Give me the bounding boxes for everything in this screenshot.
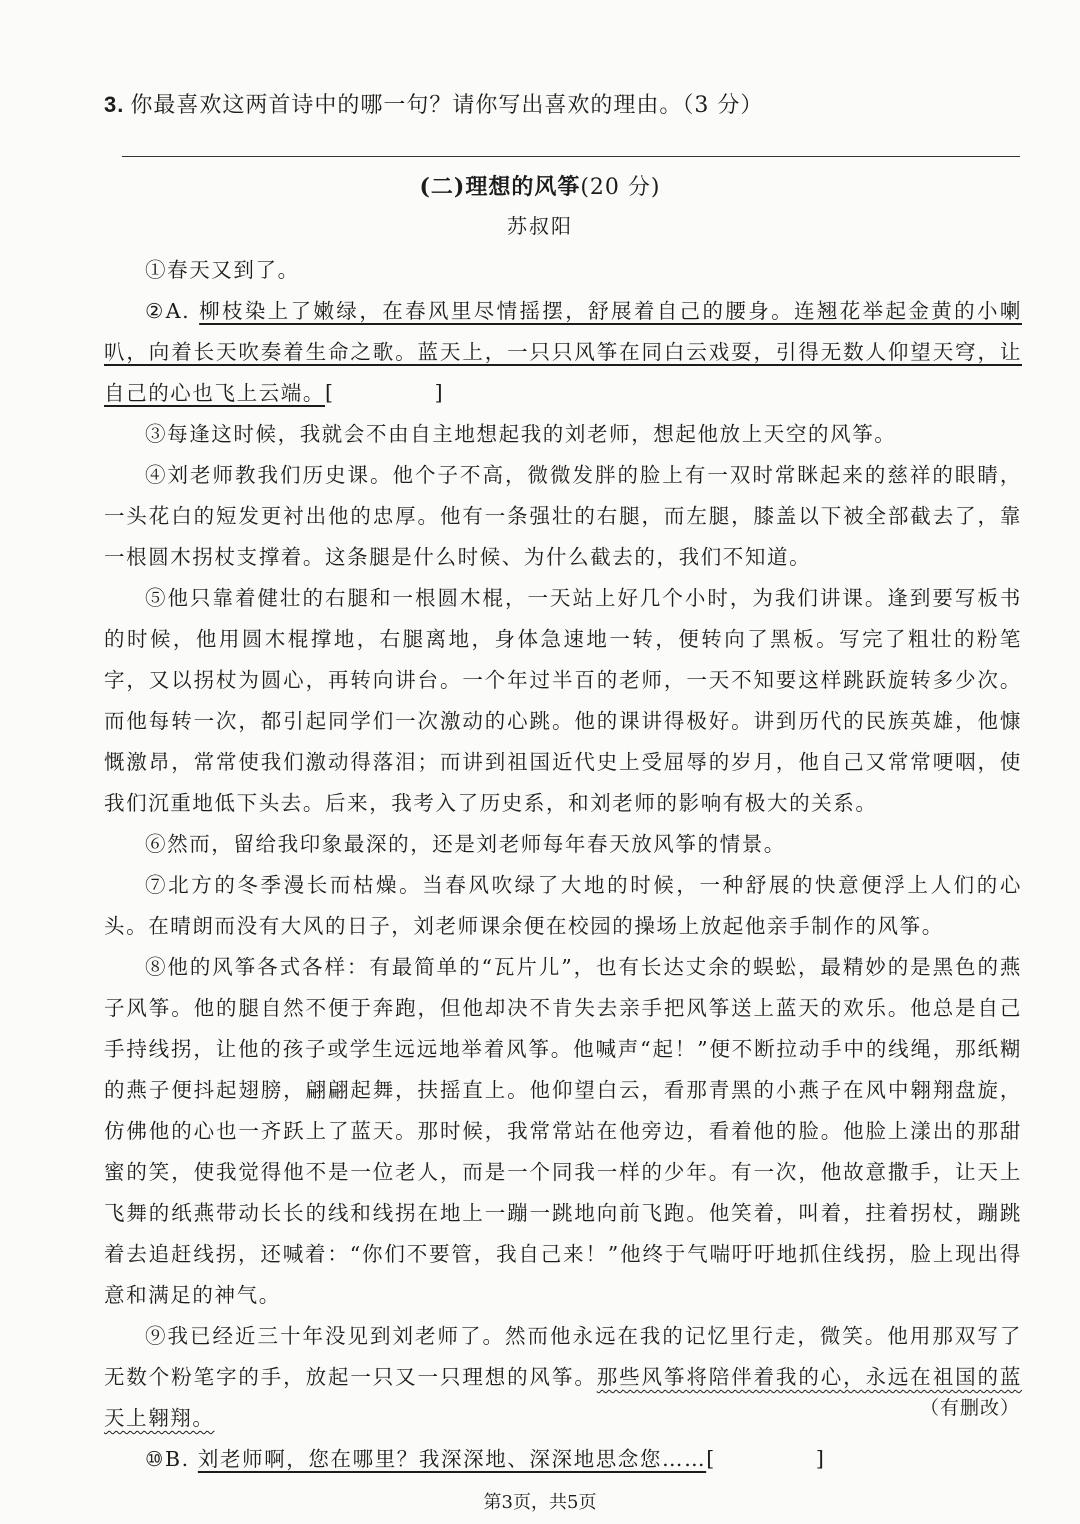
article-author: 苏叔阳 bbox=[507, 214, 573, 238]
section-title bbox=[0, 172, 1080, 203]
source-note: （有删改） bbox=[919, 1397, 1020, 1419]
annotation-label-a: ②A. bbox=[145, 299, 200, 323]
paragraph-4: ④刘老师教我们历史课。他个子不高，微微发胖的脸上有一双时常眯起来的慈祥的眼睛，一头花白的短发更衬出他的忠厚。他有一条强壮的右腿，而左腿，膝盖以下被全部截去了，靠一根圆木拐杖支撑着。这条腿是什么时候、为什么截去的，我们不知道。 bbox=[104, 463, 1022, 569]
annotation-label-b: ⑩B. bbox=[145, 1447, 198, 1471]
answer-bracket-close-b: ] bbox=[815, 1447, 826, 1471]
paragraph-10 bbox=[104, 1439, 1022, 1480]
paragraph-6: ⑥然而，留给我印象最深的，还是刘老师每年春天放风筝的情景。 bbox=[145, 832, 786, 856]
article-body bbox=[104, 250, 1022, 1480]
answer-bracket-open: [ bbox=[325, 381, 335, 405]
paragraph-7: ⑦北方的冬季漫长而枯燥。当春风吹绿了大地的时候，一种舒展的快意便浮上人们的心头。在晴朗而没有大风的日子，刘老师课余便在校园的操场上放起他亲手制作的风筝。 bbox=[104, 873, 1022, 938]
section-score: (20 分) bbox=[580, 175, 661, 200]
underlined-sentence-b: 刘老师啊，您在哪里？我深深地、深深地思念您…… bbox=[197, 1447, 707, 1471]
paragraph-9 bbox=[104, 1316, 1022, 1439]
underlined-sentence-a: 柳枝染上了嫩绿，在春风里尽情摇摆，舒展着自己的腰身。 bbox=[199, 299, 794, 323]
answer-bracket-close: ] bbox=[434, 381, 445, 405]
paragraph-2 bbox=[104, 291, 1022, 414]
section-divider bbox=[122, 156, 1020, 157]
question-number: 3. bbox=[104, 92, 125, 117]
paragraph-3: ③每逢这时候，我就会不由自主地想起我的刘老师，想起他放上天空的风筝。 bbox=[145, 422, 897, 446]
underlined-sentence-a-cont: 连翘花举起金黄的小喇叭，向着长天吹奏着生命之歌。蓝天上，一只只风筝在同白云戏耍，引得无数人仰望天穹，让自己的心也飞上云端。 bbox=[104, 299, 1022, 405]
section-title-text: (二)理想的风筝 bbox=[419, 174, 581, 200]
paragraph-5: ⑤他只靠着健壮的右腿和一根圆木棍，一天站上好几个小时，为我们讲课。逢到要写板书的时候，他用圆木棍撑地，右腿离地，身体急速地一转，便转向了黑板。写完了粗壮的粉笔字，又以拐杖为圆心，再转向讲台。一个年过半百的老师，一天不知要这样跳跃旋转多少次。而他每转一次，都引起同学们一次激动的心跳。他的课讲得极好。讲到历代的民族英雄，他慷慨激昂，常常使我们激动得落泪；而讲到祖国近代史上受屈辱的岁月，他自己又常常哽咽，使我们沉重地低下头去。后来，我考入了历史系，和刘老师的影响有极大的关系。 bbox=[104, 586, 1022, 815]
wavy-underlined-sentence: 那些风筝将陪伴着我的心，永远在祖国的蓝天上翱翔。 bbox=[104, 1365, 1022, 1430]
paragraph-1: ①春天又到了。 bbox=[145, 258, 300, 282]
question-text: 你最喜欢这两首诗中的哪一句？请你写出喜欢的理由。（3 分） bbox=[130, 93, 764, 118]
answer-bracket-open-b: [ bbox=[706, 1447, 716, 1471]
page-number: 第3页，共5页 bbox=[483, 1492, 597, 1513]
paragraph-8: ⑧他的风筝各式各样：有最简单的“瓦片儿”，也有长达丈余的蜈蚣，最精妙的是黑色的燕子风筝。他的腿自然不便于奔跑，但他却决不肯失去亲手把风筝送上蓝天的欢乐。他总是自己手持线拐，让他的孩子或学生远远地举着风筝。他喊声“起！”便不断拉动手中的线绳，那纸糊的燕子便抖起翅膀，翩翩起舞，扶摇直上。他仰望白云，看那青黑的小燕子在风中翱翔盘旋，仿佛他的心也一齐跃上了蓝天。那时候，我常常站在他旁边，看着他的脸。他脸上漾出的那甜蜜的笑，使我觉得他不是一位老人，而是一个同我一样的少年。有一次，他故意撒手，让天上飞舞的纸燕带动长长的线和线拐在地上一蹦一跳地向前飞跑。他笑着，叫着，拄着拐杖，蹦跳着去追赶线拐，还喊着：“你们不要管，我自己来！”他终于气喘吁吁地抓住线拐，脸上现出得意和满足的神气。 bbox=[104, 955, 1022, 1307]
question-3 bbox=[104, 88, 1004, 123]
paragraph-9-text: ⑨我已经近三十年没见到刘老师了。然而他永远在我的记忆里行走，微笑。他用那双写了无数个粉笔字的手，放起一只又一只理想的风筝。 bbox=[104, 1324, 1022, 1389]
